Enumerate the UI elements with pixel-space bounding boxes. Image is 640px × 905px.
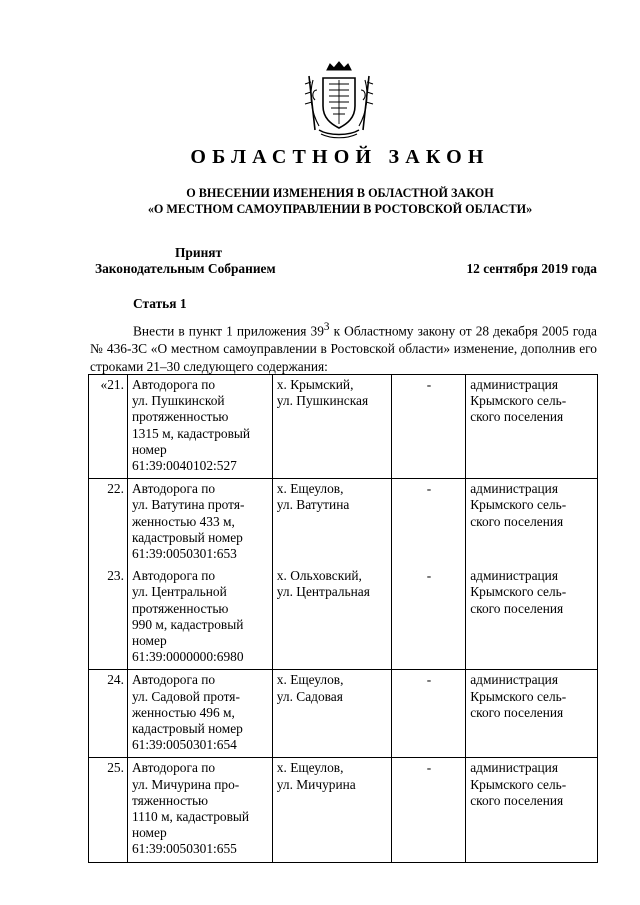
road-description-line: женностью 433 м,	[131, 513, 235, 529]
road-description	[127, 670, 272, 758]
administration-line: администрация	[470, 377, 559, 392]
administration-line: администрация	[470, 568, 559, 584]
article-superscript: 3	[323, 321, 330, 333]
road-description-line: 61:39:0000000:6980	[131, 649, 244, 665]
administration	[466, 758, 598, 862]
row-number: 23.	[89, 566, 128, 670]
road-location	[272, 758, 391, 862]
administration-line: ского поселения	[470, 704, 564, 720]
document-subtitle-line-2: «О МЕСТНОМ САМОУПРАВЛЕНИИ В РОСТОВСКОЙ ОБЛАСТИ»	[147, 202, 533, 216]
administration	[466, 670, 598, 758]
road-description-line: 990 м, кадастровый	[131, 616, 244, 632]
administration-line: ского поселения	[470, 409, 564, 425]
road-location	[272, 375, 391, 479]
road-description	[127, 479, 272, 567]
table-row	[89, 479, 598, 567]
road-description-line: Автодорога по	[131, 377, 216, 392]
article-text-end: к Областному закону от 28 декабря 2005 года № 436-ЗС «О местном самоуправлении в Ростовской области» изменение, дополнив его строками 21–30 следующего содержания:	[90, 323, 598, 375]
road-description-line: 61:39:0050301:654	[131, 737, 237, 753]
road-description-line: номер	[131, 633, 167, 649]
road-description-line: ул. Ватутина протя-	[131, 497, 245, 513]
road-location	[272, 479, 391, 567]
road-description-line: Автодорога по	[131, 672, 216, 688]
table-row	[89, 670, 598, 758]
road-location	[272, 670, 391, 758]
road-description-line: номер	[131, 441, 167, 457]
article-paragraph	[90, 318, 597, 376]
administration-line: ского поселения	[470, 513, 564, 529]
road-location-line: х. Ещеулов,	[276, 481, 344, 497]
administration-line: администрация	[470, 481, 559, 497]
empty-marker: -	[391, 670, 466, 758]
row-number: 24.	[89, 670, 128, 758]
road-description-line: 61:39:0040102:527	[131, 458, 237, 474]
empty-marker: -	[391, 566, 466, 670]
administration-line: Крымского сель-	[470, 776, 567, 792]
road-location-line: х. Ещеулов,	[276, 672, 344, 688]
road-description-line: номер	[131, 825, 167, 841]
administration-line: Крымского сель-	[470, 497, 567, 513]
road-description-line: кадастровый номер	[131, 721, 243, 737]
road-description-line: тяженностью	[131, 792, 209, 808]
administration-line: администрация	[470, 672, 559, 688]
administration-line: Крымского сель-	[470, 393, 567, 409]
road-location-line: ул. Садовая	[276, 688, 343, 704]
road-description-line: ул. Садовой протя-	[131, 688, 240, 704]
road-description-line: 61:39:0050301:653	[131, 546, 237, 562]
coat-of-arms-emblem	[299, 60, 379, 140]
row-number: «21.	[89, 375, 128, 479]
row-number: 22.	[89, 479, 128, 567]
table-row	[89, 566, 598, 670]
document-title: ОБЛАСТНОЙ ЗАКОН	[190, 146, 490, 168]
empty-marker: -	[391, 758, 466, 862]
road-description-line: 1110 м, кадастровый	[131, 809, 250, 825]
administration-line: Крымского сель-	[470, 688, 567, 704]
road-description-line: женностью 496 м,	[131, 704, 235, 720]
administration	[466, 375, 598, 479]
road-location-line: х. Ещеулов,	[276, 760, 344, 776]
article-heading: Статья 1	[133, 296, 187, 311]
adopted-by: Законодательным Собранием	[95, 261, 276, 276]
road-description-line: ул. Пушкинской	[131, 393, 225, 409]
administration-line: ского поселения	[470, 792, 564, 808]
administration-line: администрация	[470, 760, 559, 776]
road-description-line: ул. Центральной	[131, 584, 227, 600]
administration-line: Крымского сель-	[470, 584, 567, 600]
administration-line: ского поселения	[470, 600, 564, 616]
table-row	[89, 375, 598, 479]
road-description-line: 1315 м, кадастровый	[131, 425, 251, 441]
administration	[466, 479, 598, 567]
road-description-line: ул. Мичурина про-	[131, 776, 240, 792]
road-description-line: протяженностью	[131, 600, 229, 616]
road-location-line: ул. Ватутина	[276, 497, 350, 513]
road-description	[127, 758, 272, 862]
road-description-line: Автодорога по	[131, 568, 216, 584]
row-number: 25.	[89, 758, 128, 862]
road-description-line: 61:39:0050301:655	[131, 841, 237, 857]
road-location-line: х. Ольховский,	[276, 568, 362, 584]
road-location-line: ул. Центральная	[276, 584, 370, 600]
road-location-line: ул. Мичурина	[276, 776, 356, 792]
road-description-line: кадастровый номер	[131, 529, 243, 545]
road-description-line: Автодорога по	[131, 481, 216, 497]
adoption-date: 12 сентября 2019 года	[466, 261, 597, 276]
document-subtitle-line-1: О ВНЕСЕНИИ ИЗМЕНЕНИЯ В ОБЛАСТНОЙ ЗАКОН	[186, 186, 494, 200]
road-description-line: протяженностью	[131, 409, 229, 425]
adopted-label: Принят	[175, 245, 223, 260]
empty-marker: -	[391, 479, 466, 567]
amendment-table	[88, 374, 598, 863]
road-description	[127, 566, 272, 670]
administration	[466, 566, 598, 670]
road-description-line: Автодорога по	[131, 760, 216, 776]
road-location-line: х. Крымский,	[276, 377, 354, 392]
road-location	[272, 566, 391, 670]
article-text-start: Внести в пункт 1 приложения 39	[133, 323, 324, 339]
road-location-line: ул. Пушкинская	[276, 393, 369, 409]
table-row	[89, 758, 598, 862]
empty-marker: -	[391, 375, 466, 479]
road-description	[127, 375, 272, 479]
